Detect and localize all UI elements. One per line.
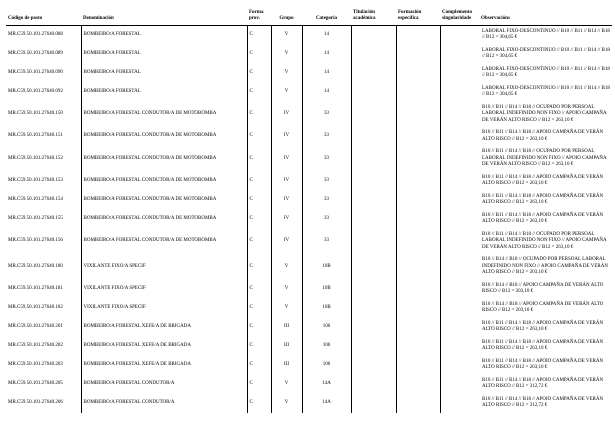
cell-categoria: 14A [302,375,351,394]
table-row [6,318,612,337]
cell-grupo: III [271,356,302,375]
cell-formacion [396,102,440,128]
cell-code: MR.C59.50.101.27640.202 [6,337,81,356]
cell-formacion [396,356,440,375]
cell-grupo: V [271,394,302,413]
cell-categoria: 14 [302,45,351,64]
table-row [6,64,612,83]
cell-complemento [440,83,479,102]
cell-denominacion: VIXILANTE FIXO/A SPECIF [81,299,247,318]
cell-complemento [440,146,479,172]
cell-categoria: 14A [302,394,351,413]
cell-complemento [440,127,479,146]
cell-forma: C [247,254,271,280]
cell-categoria: 33 [302,102,351,128]
column-header-formacion: Formación específica [396,10,440,25]
table-row [6,191,612,210]
cell-code: MR.C59.50.101.27640.090 [6,64,81,83]
cell-categoria: 14 [302,64,351,83]
cell-observacions: B10 // B11 // B14 // B18 // APOIO CAMPAÑA DE VERÁN ALTO RISCO // B12 = 263,10 € [482,174,604,186]
cell-denominacion: BOMBEIRO/A FORESTAL XEFE/A DE BRIGADA [81,318,247,337]
cell-formacion [396,64,440,83]
cell-denominacion: BOMBEIRO/A FORESTAL CONDUTOR/A DE MOTOBOMBA [81,127,247,146]
cell-grupo: V [271,375,302,394]
cell-observacions: LABORAL FIXO-DESCONTINUO // B10 // B11 // B14 // B18 // B12 = 304,65 € [482,47,610,59]
cell-forma: C [247,146,271,172]
cell-code: MR.C59.50.101.27640.152 [6,146,81,172]
cell-observacions: LABORAL FIXO-DESCONTINUO // B10 // B11 // B14 // B18 // B12 = 304,65 € [482,85,610,97]
cell-categoria: 33 [302,191,351,210]
table-row [6,337,612,356]
cell-categoria: 33 [302,210,351,229]
cell-observacions: B10 // B14 // B18 // OCUPADO POR PERSOAL LABORAL INDEFINIDO NON FIXO // APOIO CAMPAÑA DE VERÁN ALTO RISCO // B12 = 203,10 € [482,257,608,275]
cell-titulacion [351,102,396,128]
cell-denominacion: BOMBEIRO/A FORESTAL [81,25,247,45]
cell-denominacion: BOMBEIRO/A FORESTAL CONDUTOR/A DE MOTOBOMBA [81,191,247,210]
cell-forma: C [247,172,271,191]
cell-denominacion: BOMBEIRO/A FORESTAL CONDUTOR/A [81,394,247,413]
cell-observacions: B10 // B11 // B14 // B18 // APOIO CAMPAÑA DE VERÁN ALTO RISCO // B12 = 263,10 € [482,339,604,351]
cell-grupo: IV [271,210,302,229]
table-row [6,172,612,191]
cell-forma: C [247,45,271,64]
cell-complemento [440,254,479,280]
cell-complemento [440,356,479,375]
cell-grupo: IV [271,172,302,191]
cell-denominacion: BOMBEIRO/A FORESTAL CONDUTOR/A DE MOTOBOMBA [81,172,247,191]
cell-formacion [396,254,440,280]
cell-formacion [396,127,440,146]
cell-grupo: V [271,25,302,45]
cell-code: MR.C59.50.101.27640.201 [6,318,81,337]
cell-titulacion [351,83,396,102]
cell-forma: C [247,299,271,318]
cell-denominacion: BOMBEIRO/A FORESTAL XEFE/A DE BRIGADA [81,337,247,356]
cell-forma: C [247,191,271,210]
cell-forma: C [247,280,271,299]
cell-categoria: 14 [302,25,351,45]
cell-denominacion: BOMBEIRO/A FORESTAL XEFE/A DE BRIGADA [81,356,247,375]
cell-categoria: 33 [302,146,351,172]
cell-observacions: LABORAL FIXO-DESCONTINUO // B10 // B11 // B14 // B18 // B12 = 304,65 € [482,66,610,78]
cell-forma: C [247,83,271,102]
cell-formacion [396,191,440,210]
cell-denominacion: VIXILANTE FIXO/A SPECIF [81,254,247,280]
cell-grupo: IV [271,102,302,128]
cell-observacions: B10 // B11 // B14 // B18 // APOIO CAMPAÑA DE VERÁN ALTO RISCO // B12 = 263,10 € [482,130,604,142]
cell-grupo: IV [271,229,302,255]
cell-denominacion: BOMBEIRO/A FORESTAL [81,45,247,64]
cell-forma: C [247,375,271,394]
cell-observacions: B10 // B11 // B14 // B18 // APOIO CAMPAÑA DE VERÁN ALTO RISCO // B12 = 263,10 € [482,193,604,205]
table-row [6,25,612,45]
cell-titulacion [351,229,396,255]
cell-code: MR.C59.50.101.27640.205 [6,375,81,394]
cell-grupo: IV [271,191,302,210]
cell-forma: C [247,356,271,375]
cell-code: MR.C59.50.101.27640.088 [6,25,81,45]
cell-code: MR.C59.50.101.27640.156 [6,229,81,255]
cell-observacions: B10 // B11 // B14 // B18 // OCUPADO POR PERSOAL LABORAL INDEFINIDO NON FIXO // APOIO CAMPAÑA DE VERÁN ALTO RISCO // B12 = 263,10 € [482,149,607,167]
cell-forma: C [247,229,271,255]
cell-forma: C [247,394,271,413]
cell-complemento [440,102,479,128]
cell-forma: C [247,127,271,146]
column-header-code: Código de posto [6,10,81,25]
cell-formacion [396,394,440,413]
cell-complemento [440,172,479,191]
table-row [6,280,612,299]
cell-code: MR.C59.50.101.27640.181 [6,280,81,299]
cell-formacion [396,337,440,356]
cell-titulacion [351,127,396,146]
table-row [6,229,612,255]
column-header-grupo: Grupo [271,10,302,25]
cell-observacions: B10 // B11 // B14 // B18 // APOIO CAMPAÑA DE VERÁN ALTO RISCO // B12 = 312,72 € [482,396,604,408]
cell-titulacion [351,337,396,356]
cell-categoria: 10B [302,299,351,318]
cell-formacion [396,280,440,299]
cell-formacion [396,375,440,394]
cell-titulacion [351,146,396,172]
cell-observacions: B10 // B11 // B14 // B18 // OCUPADO POR PERSOAL LABORAL INDEFINIDO NON FIXO // APOIO CAMPAÑA DE VERÁN ALTO RISCO // B12 = 263,10 € [482,231,607,250]
cell-code: MR.C59.50.101.27640.151 [6,127,81,146]
cell-categoria: 14 [302,83,351,102]
cell-complemento [440,299,479,318]
cell-observacions: B10 // B11 // B14 // B18 // APOIO CAMPAÑA DE VERÁN ALTO RISCO // B12 = 263,10 € [482,358,604,370]
cell-titulacion [351,210,396,229]
cell-formacion [396,229,440,255]
cell-denominacion: BOMBEIRO/A FORESTAL CONDUTOR/A [81,375,247,394]
table-row [6,102,612,128]
cell-complemento [440,25,479,45]
table-row [6,45,612,64]
cell-titulacion [351,356,396,375]
cell-denominacion: BOMBEIRO/A FORESTAL CONDUTOR/A DE MOTOBOMBA [81,229,247,255]
cell-observacions: LABORAL FIXO-DESCONTINUO // B10 // B11 // B14 // B18 // B12 = 304,65 € [482,28,610,40]
cell-denominacion: BOMBEIRO/A FORESTAL [81,64,247,83]
cell-categoria: 33 [302,172,351,191]
cell-code: MR.C59.50.101.27640.154 [6,191,81,210]
cell-code: MR.C59.50.101.27640.092 [6,83,81,102]
cell-code: MR.C59.50.101.27640.150 [6,102,81,128]
cell-titulacion [351,394,396,413]
cell-forma: C [247,210,271,229]
cell-formacion [396,172,440,191]
cell-code: MR.C59.50.101.27640.206 [6,394,81,413]
cell-titulacion [351,375,396,394]
cell-titulacion [351,191,396,210]
cell-grupo: V [271,254,302,280]
cell-formacion [396,146,440,172]
cell-observacions: B10 // B11 // B14 // B18 // OCUPADO POR PERSOAL LABORAL INDEFINIDO NON FIXO // APOIO CAMPAÑA DE VERÁN ALTO RISCO // B12 = 263,10 € [482,104,607,123]
cell-complemento [440,394,479,413]
cell-complemento [440,191,479,210]
cell-titulacion [351,299,396,318]
cell-categoria: 106 [302,337,351,356]
cell-forma: C [247,102,271,128]
cell-formacion [396,83,440,102]
table-row [6,375,612,394]
cell-complemento [440,64,479,83]
cell-code: MR.C59.50.101.27640.153 [6,172,81,191]
cell-complemento [440,337,479,356]
cell-titulacion [351,280,396,299]
cell-denominacion: BOMBEIRO/A FORESTAL CONDUTOR/A DE MOTOBOMBA [81,210,247,229]
cell-observacions: B10 // B14 // B18 // APOIO CAMPAÑA DE VERÁN ALTO RISCO // B12 = 203,10 € [482,282,604,294]
cell-complemento [440,280,479,299]
table-row [6,210,612,229]
cell-forma: C [247,337,271,356]
cell-grupo: V [271,64,302,83]
column-header-categoria: Categoría [302,10,351,25]
cell-categoria: 33 [302,127,351,146]
cell-grupo: IV [271,127,302,146]
column-header-observacions: Observacións [479,10,612,25]
cell-observacions: B10 // B11 // B14 // B18 // APOIO CAMPAÑA DE VERÁN ALTO RISCO // B12 = 263,10 € [482,320,604,332]
cell-complemento [440,229,479,255]
cell-categoria: 33 [302,229,351,255]
table-row [6,254,612,280]
cell-code: MR.C59.50.101.27640.203 [6,356,81,375]
cell-forma: C [247,64,271,83]
cell-titulacion [351,45,396,64]
table-row [6,83,612,102]
cell-categoria: 106 [302,356,351,375]
table-row [6,299,612,318]
cell-forma: C [247,25,271,45]
table-row [6,394,612,413]
cell-denominacion: BOMBEIRO/A FORESTAL [81,83,247,102]
cell-observacions: B10 // B11 // B14 // B18 // APOIO CAMPAÑA DE VERÁN ALTO RISCO // B12 = 312,72 € [482,377,604,389]
cell-categoria: 10B [302,254,351,280]
cell-formacion [396,299,440,318]
cell-formacion [396,210,440,229]
cell-code: MR.C59.50.101.27640.155 [6,210,81,229]
cell-titulacion [351,64,396,83]
cell-denominacion: BOMBEIRO/A FORESTAL CONDUTOR/A DE MOTOBOMBA [81,146,247,172]
cell-denominacion: BOMBEIRO/A FORESTAL CONDUTOR/A DE MOTOBOMBA [81,102,247,128]
cell-formacion [396,25,440,45]
cell-code: MR.C59.50.101.27640.180 [6,254,81,280]
cell-grupo: IV [271,146,302,172]
cell-grupo: V [271,83,302,102]
column-header-titulacion: Titulación académica [351,10,396,25]
cell-grupo: III [271,337,302,356]
cell-formacion [396,318,440,337]
cell-formacion [396,45,440,64]
cell-denominacion: VIXILANTE FIXO/A SPECIF [81,280,247,299]
cell-code: MR.C59.50.101.27640.089 [6,45,81,64]
cell-titulacion [351,172,396,191]
cell-complemento [440,375,479,394]
cell-observacions: B10 // B14 // B18 // APOIO CAMPAÑA DE VERÁN ALTO RISCO // B12 = 203,10 € [482,301,604,313]
cell-observacions: B10 // B11 // B14 // B18 // APOIO CAMPAÑA DE VERÁN ALTO RISCO // B12 = 263,10 € [482,212,604,224]
cell-grupo: III [271,318,302,337]
cell-categoria: 106 [302,318,351,337]
column-header-forma: Forma prov. [247,10,271,25]
cell-grupo: V [271,280,302,299]
cell-code: MR.C59.50.101.27640.182 [6,299,81,318]
cell-categoria: 10B [302,280,351,299]
table-row [6,356,612,375]
cell-complemento [440,318,479,337]
cell-grupo: V [271,299,302,318]
table-header-row [6,10,612,25]
table-row [6,127,612,146]
cell-titulacion [351,254,396,280]
cell-titulacion [351,25,396,45]
cell-forma: C [247,318,271,337]
cell-grupo: V [271,45,302,64]
cell-complemento [440,210,479,229]
cell-complemento [440,45,479,64]
rpt-table [6,10,612,413]
cell-titulacion [351,318,396,337]
column-header-complemento: Complemento singularidade [440,10,479,25]
table-row [6,146,612,172]
column-header-denominacion: Denominación [81,10,247,25]
